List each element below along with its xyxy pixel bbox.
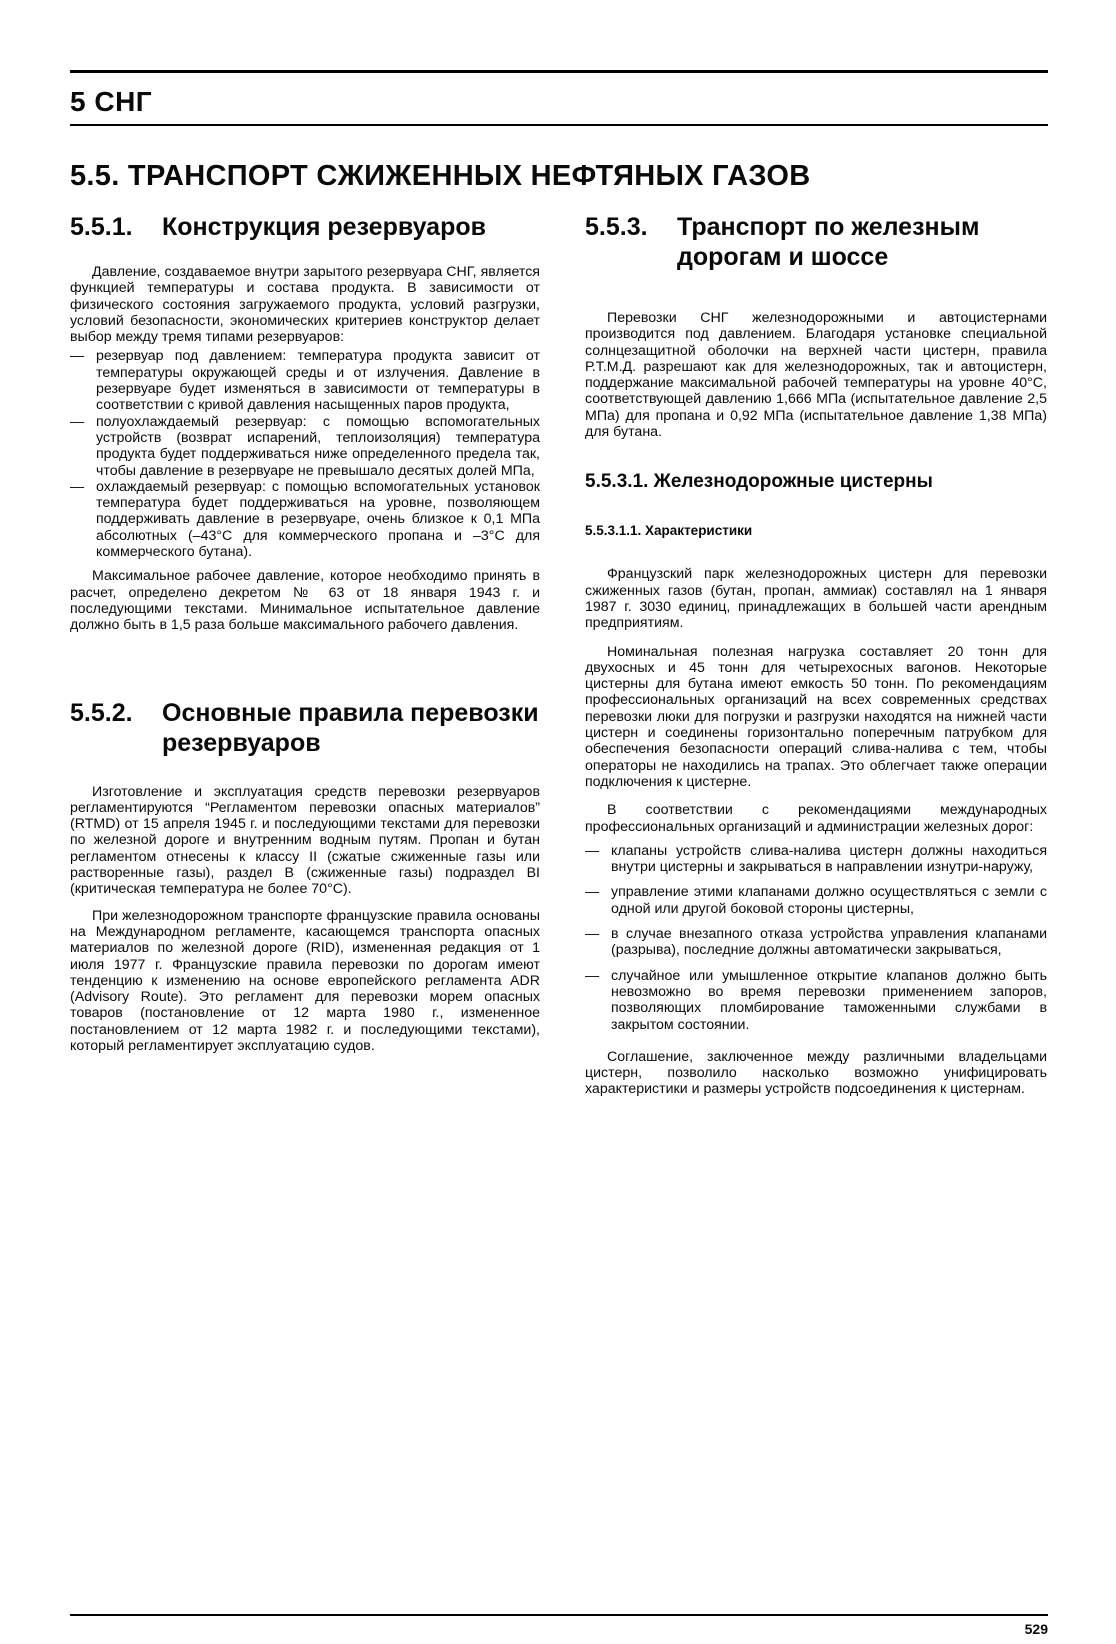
list-item: — клапаны устройств слива-налива цистерн должны находиться внутри цистерны и закрываться в направлении изнутри-наружу, bbox=[585, 843, 1047, 876]
heading-5-5-2 bbox=[70, 698, 540, 758]
heading-number: 5.5.1. bbox=[70, 213, 133, 241]
heading-number: 5.5.2. bbox=[70, 698, 133, 727]
top-rule bbox=[70, 70, 1048, 73]
heading-5-5-3 bbox=[585, 212, 1047, 272]
list-item: — управление этими клапанами должно осуществляться с земли с одной или другой боковой стороны цистерны, bbox=[585, 884, 1047, 917]
paragraph: Номинальная полезная нагрузка составляет 20 тонн для двухосных и 45 тонн для четырехосных вагонов. Некоторые цистерны для бутана имеют емкость 50 тонн. По рекомендациям профессиональных организаций на всех современных средствах перевозки люки для погрузки и разгрузки находятся на нижней части цистерн и соединены горизонтально поперечным патрубком для обеспечения безопасности операций слива-налива с тем, чтобы операторы не находились на трапах. Это облегчает также операции подключения к цистерне. bbox=[585, 643, 1047, 790]
paragraph: При железнодорожном транспорте французские правила основаны на Международном регламенте, касающемся транспорта опасных материалов по железной дороге (RID), измененная редакция от 1 июля 1977 г. Французские правила перевозки по дорогам имеют тенденцию к изменению на основе европейского регламента ADR (Advisory Route). Это регламент для перевозки морем опасных товаров (постановление от 12 марта 1980 г., измененное постановлением от 12 марта 1982 г. и последующими текстами), который регламентирует эксплуатацию судов. bbox=[70, 907, 540, 1054]
paragraph: Максимальное рабочее давление, которое необходимо принять в расчет, определено декретом № 63 от 18 января 1943 г. и последующими текстами. Минимальное испытательное давление должно быть в 1,5 раза больше максимального рабочего давления. bbox=[70, 568, 540, 634]
list-item: — охлаждаемый резервуар: с помощью вспомогательных установок температура будет поддерживаться на уровне, позволяющем поддерживать давление в резервуаре, очень близкое к 0,1 МПа абсолютных (–43°С для коммерческого пропана и –3°С для коммерческого бутана). bbox=[70, 479, 540, 560]
heading-title: Основные правила перевозки резервуаров bbox=[162, 698, 539, 757]
footer-rule bbox=[70, 1614, 1048, 1616]
chapter-rule bbox=[70, 124, 1048, 126]
left-column bbox=[70, 212, 540, 1054]
list-item: — резервуар под давлением: температура продукта зависит от температуры окружающей среды и от излучения. Давление в резервуаре будет изменяться в зависимости от температуры в соответствии с кривой давления насыщенных паров продукта, bbox=[70, 348, 540, 413]
paragraph: Давление, создаваемое внутри зарытого резервуара СНГ, является функцией температуры и состава продукта. В зависимости от физического состояния загружаемого продукта, условий разгрузки, условий безопасности, экономических критериев конструктор делает выбор между тремя типами резервуаров: bbox=[70, 264, 540, 346]
paragraph: Перевозки СНГ железнодорожными и автоцистернами производится под давлением. Благодаря установке специальной солнцезащитной оболочки на верхней части цистерн, правила Р.Т.М.Д. разрешают как для железнодорожных, так и автоцистерн, поддержание максимальной рабочей температуры на уровне 40°С, соответствующей давлению 1,666 МПа (испытательное давление 2,5 МПа) для пропана и 0,92 МПа (испытательное давление 1,38 МПа) для бутана. bbox=[585, 310, 1047, 441]
paragraph: Соглашение, заключенное между различными владельцами цистерн, позволило насколько возможно унифицировать характеристики и размеры устройств подсоединения к цистернам. bbox=[585, 1048, 1047, 1098]
list-item: — случайное или умышленное открытие клапанов должно быть невозможно во время перевозки применением запоров, позволяющих пломбирование таможенными службами в закрытом состоянии. bbox=[585, 968, 1047, 1033]
section-title: 5.5. ТРАНСПОРТ СЖИЖЕННЫХ НЕФТЯНЫХ ГАЗОВ bbox=[70, 160, 811, 192]
heading-5-5-3-1: 5.5.3.1. Железнодорожные цистерны bbox=[585, 471, 933, 493]
list-item: — полуохлаждаемый резервуар: с помощью вспомогательных устройств (возврат испарений, теплоизоляция) температура продукта будет поддерживаться ниже определенного предела так, чтобы давление в резервуаре не превышало десятых долей МПа, bbox=[70, 414, 540, 479]
paragraph: Французский парк железнодорожных цистерн для перевозки сжиженных газов (бутан, пропан, аммиак) составлял на 1 января 1987 г. 3030 единиц, принадлежащих в большей части арендным предприятиям. bbox=[585, 566, 1047, 632]
heading-title: Конструкция резервуаров bbox=[162, 213, 486, 241]
chapter-heading: 5 СНГ bbox=[70, 86, 153, 117]
paragraph: Изготовление и эксплуатация средств перевозки резервуаров регламентируются “Регламентом перевозки опасных материалов” (RTMD) от 15 апреля 1945 г. и последующими текстами для перевозки по железной дороге и внутренним водным путям. Пропан и бутан регламентом отнесены к классу II (сжатые сжиженные газы или растворенные газы), раздел В (сжиженные газы) подраздел BI (критическая температура не более 70°С). bbox=[70, 783, 540, 898]
tank-types-list bbox=[70, 348, 540, 560]
heading-5-5-1 bbox=[70, 212, 540, 242]
heading-title: Транспорт по железным дорогам и шоссе bbox=[677, 213, 980, 271]
page-number: 529 bbox=[1024, 1621, 1048, 1637]
heading-5-5-3-1-1: 5.5.3.1.1. Характеристики bbox=[585, 523, 753, 539]
right-column bbox=[585, 212, 1047, 1098]
paragraph: В соответствии с рекомендациями международных профессиональных организаций и администрации железных дорог: bbox=[585, 802, 1047, 835]
list-item: — в случае внезапного отказа устройства управления клапанами (разрыва), последние должны автоматически закрываться, bbox=[585, 926, 1047, 959]
heading-number: 5.5.3. bbox=[585, 213, 648, 241]
valve-requirements-list bbox=[585, 843, 1047, 1033]
